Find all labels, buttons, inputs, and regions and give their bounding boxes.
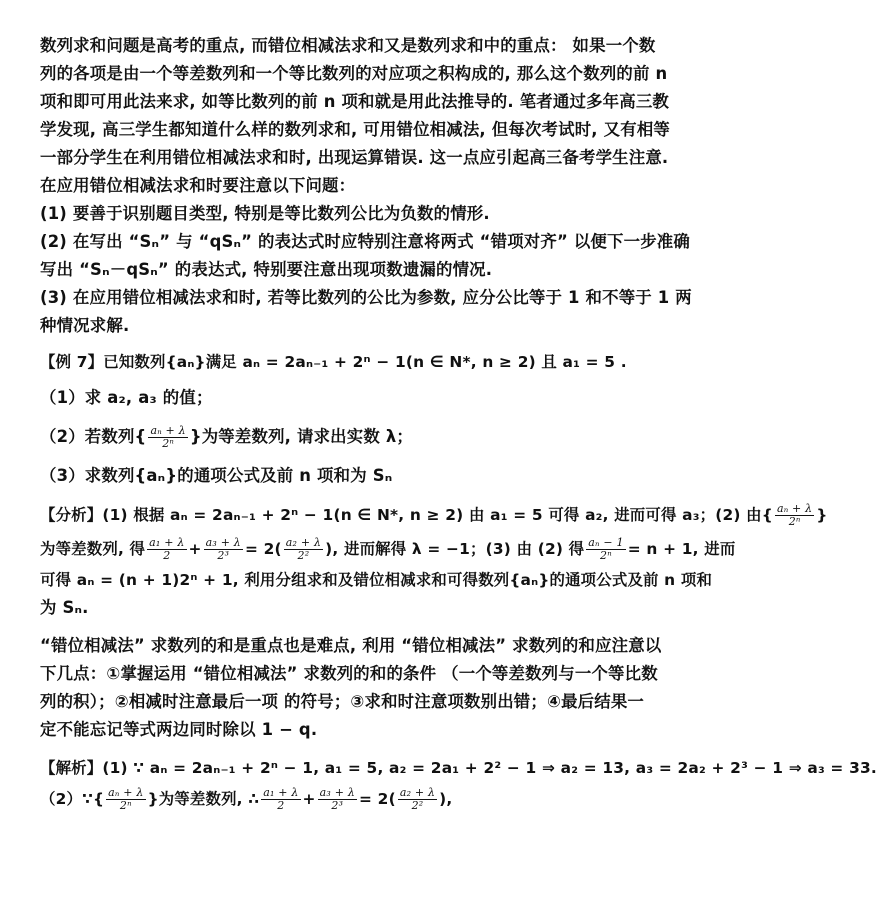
fraction: $\frac{\text{aₙ + λ}}{\text{2ⁿ}}$ xyxy=(776,502,813,528)
example-question-1: （1）求 a₂, a₃ 的值； xyxy=(40,388,213,407)
operator: = 2( xyxy=(359,790,396,808)
analysis-line xyxy=(40,532,736,566)
solution-line xyxy=(40,782,620,816)
text-line: 在应用错位相减法求和时要注意以下问题： xyxy=(40,176,356,195)
analysis-text: 【分析】(1) 根据 aₙ = 2aₙ₋₁ + 2ⁿ − 1(n ∈ N*, n ≥ 2) 由 a₁ = 5 可得 a₂, 进而可得 a₃；(2) 由{ xyxy=(40,506,773,524)
text-line: “错位相减法” 求数列的和是重点也是难点, 利用 “错位相减法” 求数列的和应注意以 xyxy=(40,636,662,655)
analysis-line: 为 Sₙ. xyxy=(40,598,89,617)
summary-paragraph xyxy=(40,632,662,744)
note-item: (3) 在应用错位相减法求和时, 若等比数列的公比为参数, 应分公比等于 1 和不等于 1 两 xyxy=(40,288,692,307)
example-title: 【例 7】已知数列{aₙ}满足 aₙ = 2aₙ₋₁ + 2ⁿ − 1(n ∈ N*, n ≥ 2) 且 a₁ = 5 . xyxy=(40,353,627,371)
note-item: 写出 “Sₙ－qSₙ” 的表达式, 特别要注意出现项数遗漏的情况. xyxy=(40,260,493,279)
solution-text: }为等差数列, ∴ xyxy=(147,790,260,808)
analysis-line xyxy=(40,498,828,532)
solution-block xyxy=(40,754,877,816)
note-item: 种情况求解. xyxy=(40,316,130,335)
solution-text: ), xyxy=(439,790,453,808)
example-question-2 xyxy=(40,420,620,454)
analysis-block xyxy=(40,498,828,622)
fraction: $\frac{\text{a₁ + λ}}{2}$ xyxy=(149,536,185,562)
text-line: 数列求和问题是高考的重点, 而错位相减法求和又是数列求和中的重点： 如果一个数 xyxy=(40,36,656,55)
fraction: $\frac{\text{aₙ + λ}}{\text{2ⁿ}}$ xyxy=(108,786,144,812)
operator: = 2( xyxy=(244,540,282,558)
fraction: $\frac{\text{a₂ + λ}}{\text{2²}}$ xyxy=(285,536,322,562)
text-line: 列的积）；②相减时注意最后一项 的符号；③求和时注意项数别出错；④最后结果一 xyxy=(40,692,645,711)
note-item: (1) 要善于识别题目类型, 特别是等比数列公比为负数的情形. xyxy=(40,204,490,223)
analysis-text: 为等差数列, 得 xyxy=(40,540,146,558)
intro-paragraph xyxy=(40,32,671,200)
analysis-text: ), 进而解得 λ = −1；(3) 由 (2) 得 xyxy=(325,540,585,558)
fraction: $\frac{\text{aₙ + λ}}{\text{2ⁿ}}$ xyxy=(150,424,186,450)
solution-text: （2）∵{ xyxy=(40,790,105,808)
fraction: $\frac{\text{a₂ + λ}}{\text{2²}}$ xyxy=(399,786,436,812)
text-line: 下几点：①掌握运用 “错位相减法” 求数列的和的条件 （一个等差数列与一个等比数 xyxy=(40,664,658,683)
notes-list xyxy=(40,200,692,340)
q2-prefix: （2）若数列{ xyxy=(40,427,147,446)
text-line: 项和即可用此法来求, 如等比数列的前 n 项和就是用此法推导的. 笔者通过多年高三教 xyxy=(40,92,670,111)
analysis-text: = n + 1, 进而 xyxy=(627,540,736,558)
operator: + xyxy=(302,790,316,808)
solution-line: 【解析】(1) ∵ aₙ = 2aₙ₋₁ + 2ⁿ − 1, a₁ = 5, a₂ = 2a₁ + 2² − 1 ⇒ a₂ = 13, a₃ = 2a₂ + 2³ − 1 ⇒ a₃ = 33. xyxy=(40,759,877,777)
fraction: $\frac{\text{a₁ + λ}}{2}$ xyxy=(263,786,299,812)
fraction: $\frac{\text{a₃ + λ}}{\text{2³}}$ xyxy=(205,536,241,562)
analysis-text: } xyxy=(816,506,828,524)
analysis-line: 可得 aₙ = (n + 1)2ⁿ + 1, 利用分组求和及错位相减求和可得数列{aₙ}的通项公式及前 n 项和 xyxy=(40,571,713,589)
text-line: 一部分学生在利用错位相减法求和时, 出现运算错误. 这一点应引起高三备考学生注意. xyxy=(40,148,669,167)
fraction: $\frac{\text{a₃ + λ}}{\text{2³}}$ xyxy=(319,786,356,812)
text-line: 定不能忘记等式两边同时除以 1 − q. xyxy=(40,720,318,739)
note-item: (2) 在写出 “Sₙ” 与 “qSₙ” 的表达式时应特别注意将两式 “错项对齐” 以便下一步准确 xyxy=(40,232,690,251)
example-question-3: （3）求数列{aₙ}的通项公式及前 n 项和为 Sₙ xyxy=(40,466,393,485)
example-block xyxy=(40,348,627,490)
text-line: 学发现, 高三学生都知道什么样的数列求和, 可用错位相减法, 但每次考试时, 又有相等 xyxy=(40,120,671,139)
q2-suffix: }为等差数列, 请求出实数 λ； xyxy=(189,427,414,446)
text-line: 列的各项是由一个等差数列和一个等比数列的对应项之积构成的, 那么这个数列的前 n xyxy=(40,64,668,83)
fraction: $\frac{\text{aₙ − 1}}{\text{2ⁿ}}$ xyxy=(588,536,624,562)
operator: + xyxy=(188,540,202,558)
